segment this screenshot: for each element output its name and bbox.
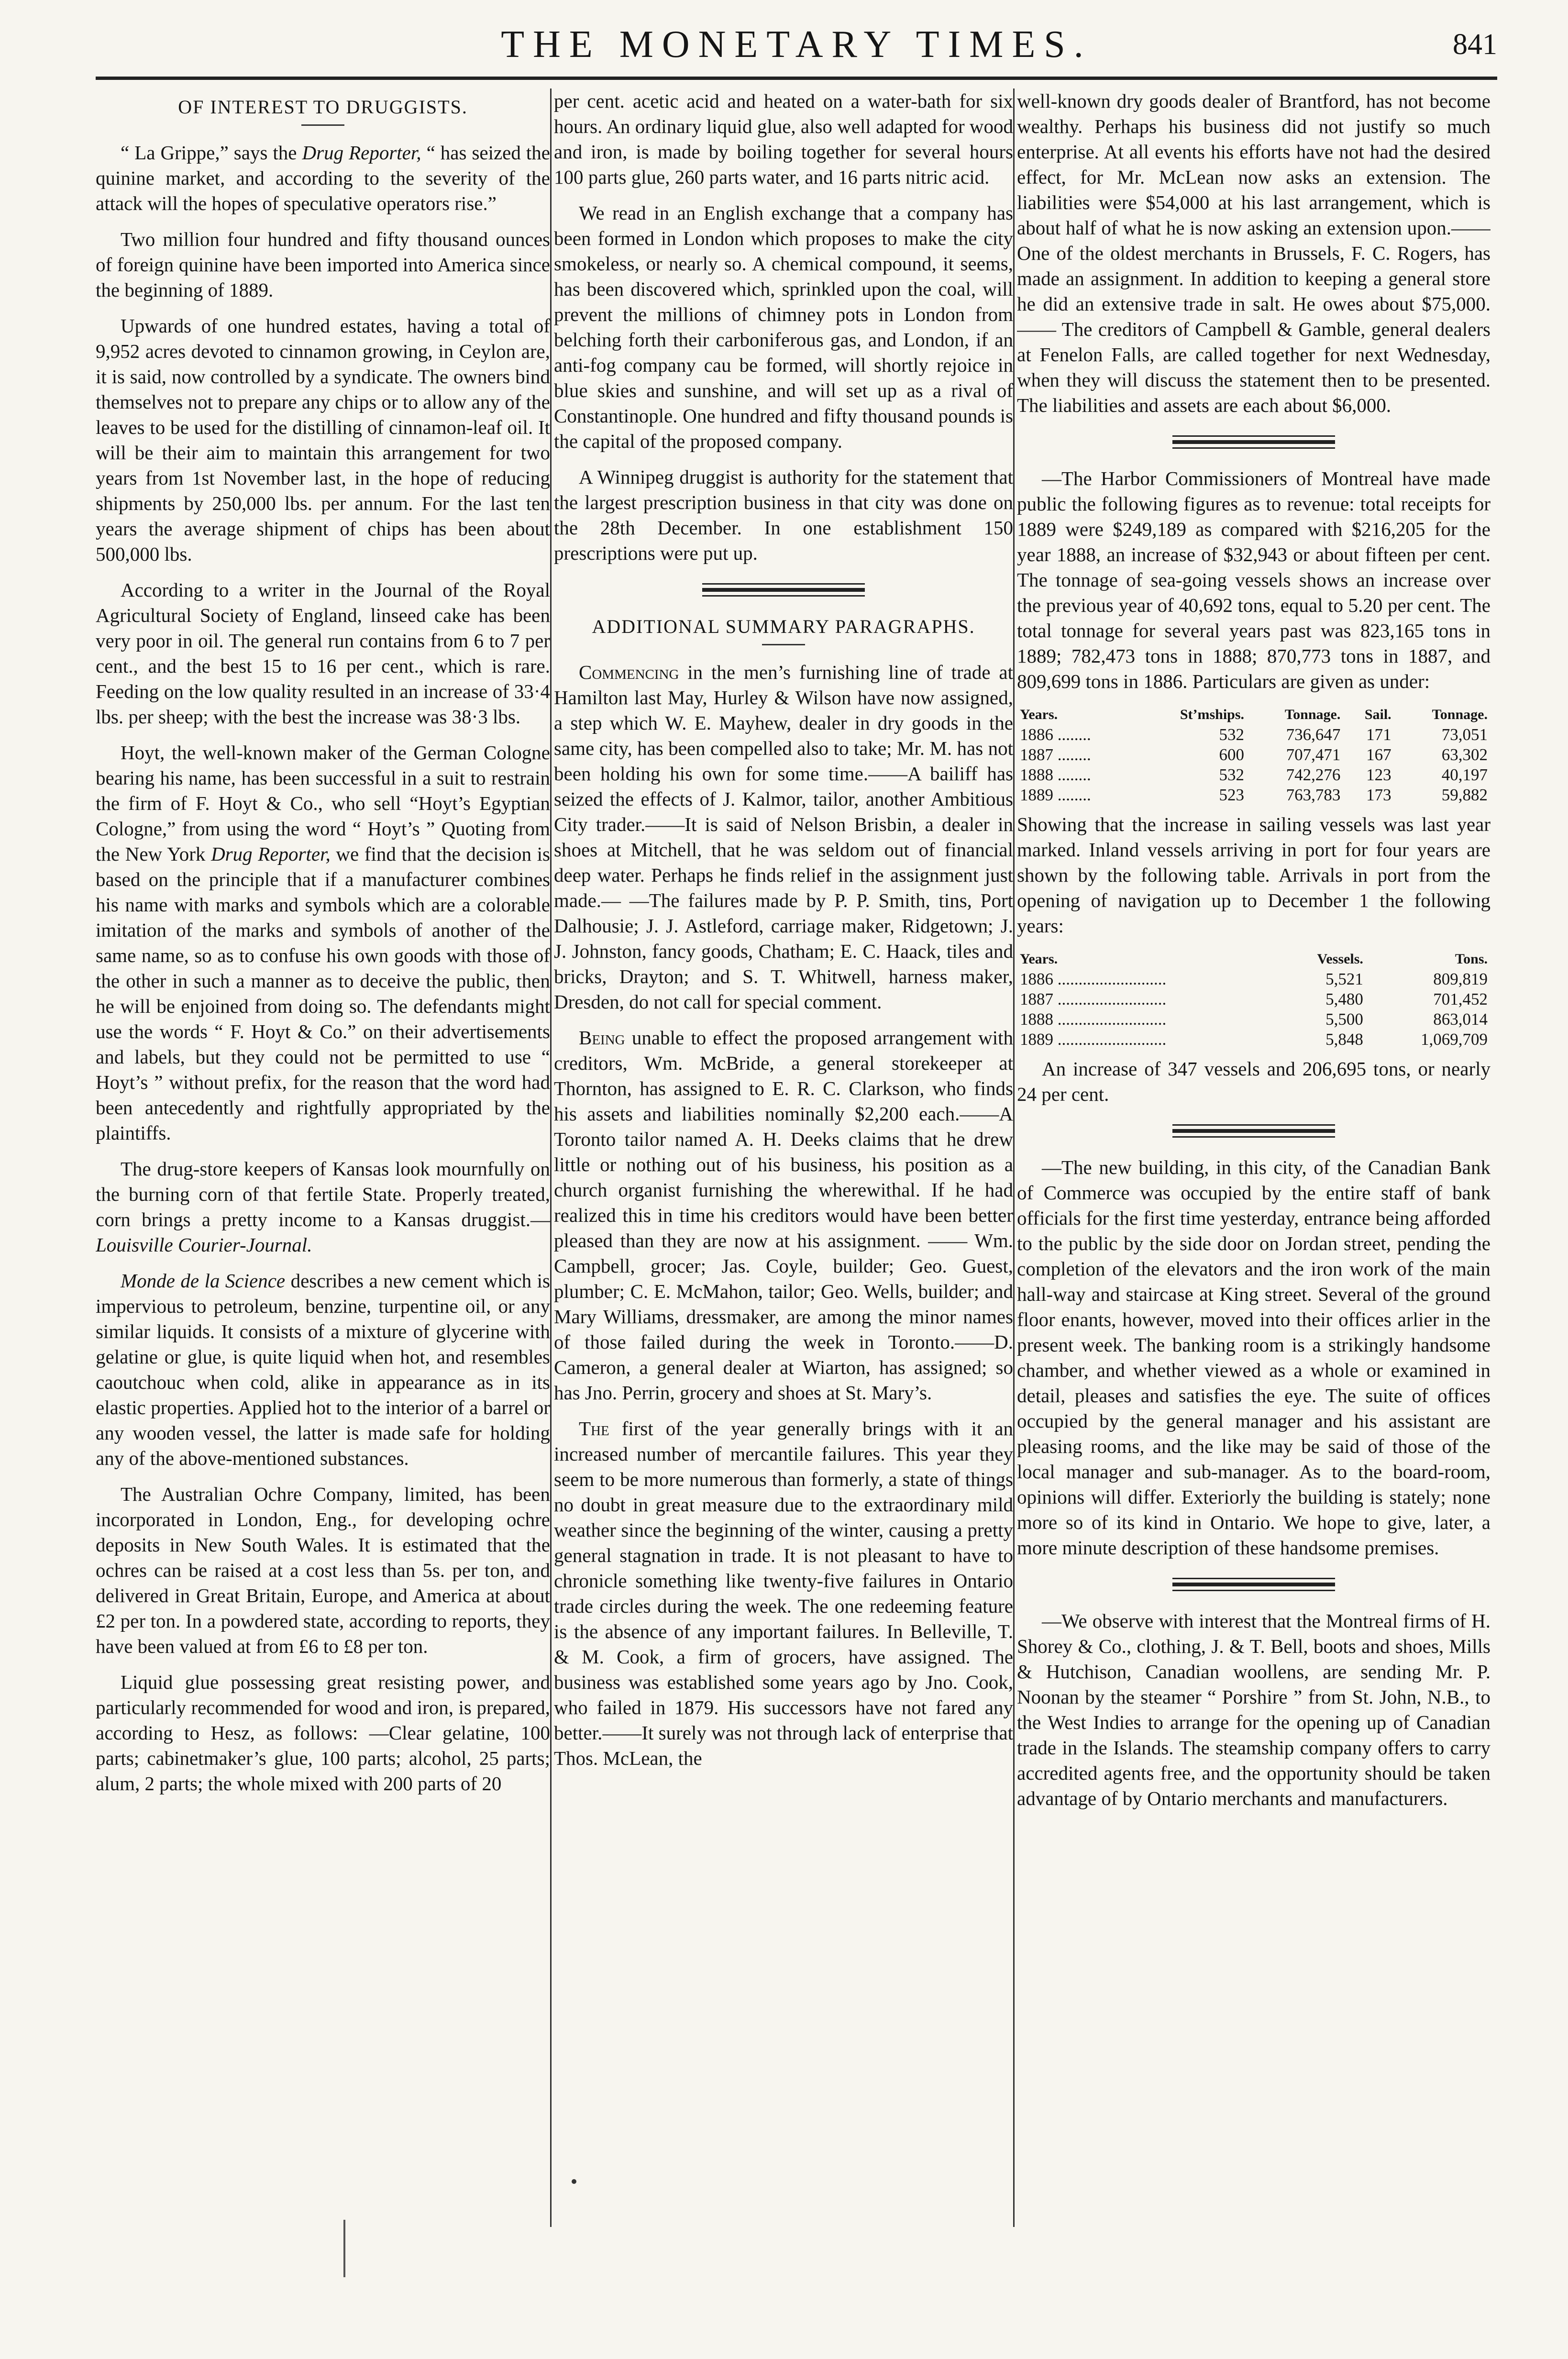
section-separator [1172, 435, 1335, 449]
italic-run: Drug Reporter, [302, 142, 421, 164]
section-separator [702, 583, 865, 597]
table-cell: 5,500 [1325, 1010, 1363, 1029]
table-cell: 707,471 [1286, 745, 1341, 764]
text-run: first of the year generally brings with it an increased number of mercantile failures. This year they seem to be more numerous than formerly, a state of things no doubt in great measure due to the extraordinary mild weather since the beginning of the winter, causing a pretty general stagnation in trade. It is not pleasant to have to chronicle something like twenty-five failures in Ontario trade circles during the week. The one redeeming feature is the absence of any important failures. In Belleville, T. & M. Cook, a firm of grocers, have assigned. The business was established some years ago by Jno. Cook, who failed in 1879. His successors have not fared any better.——It surely was not through lack of enterprise that Thos. McLean, the [554, 1418, 1013, 1769]
table-row [1017, 1030, 1491, 1050]
table-cell: 5,480 [1325, 990, 1363, 1008]
text-run: unable to effect the proposed arrangement with creditors, Wm. McBride, a general storekeeper at Thornton, has assigned to E. R. C. Clarkson, who finds his assets and liabilities nominally $2,200 each.——A Toronto tailor named A. H. Deeks claims that he drew little or nothing out of his business, his position as a church organist furnishing the wherewithal. If he had realized this in time his creditors would have been better pleased than they are now at his assignment. —— Wm. Campbell, grocer; Jas. Coyle, builder; Geo. Guest, plumber; C. E. McMahon, tailor; Geo. Wells, builder; and Mary Williams, dressmaker, are among the minor names of those failed during the week in Toronto.——D. Cameron, a general dealer at Wiarton, has assigned; so has Jno. Perrin, grocery and shoes at St. Mary’s. [554, 1027, 1013, 1404]
small-caps-run: Being [579, 1027, 625, 1049]
table-cell: 1889 .......................... [1020, 1030, 1167, 1049]
print-mark [343, 2220, 345, 2277]
text-run: “ has seized the quinine market, and according to the severity of the attack will the hopes of speculative operators rise.” [96, 142, 550, 214]
table-cell: 1889 ........ [1020, 786, 1091, 804]
table-body [1017, 969, 1491, 1050]
italic-run: Louisville Courier-Journal. [96, 1234, 312, 1256]
page-header [96, 13, 1497, 71]
table-cell: 1886 .......................... [1020, 970, 1167, 988]
text-run: “ La Grippe,” says the [121, 142, 302, 164]
inland-vessels-table [1017, 949, 1491, 1050]
table-cell: 763,783 [1286, 786, 1341, 804]
paragraph [554, 1416, 1013, 1771]
section-heading: ADDITIONAL SUMMARY PARAGRAPHS. [592, 616, 975, 637]
table-row [1017, 969, 1491, 989]
text-run: in the men’s furnishing line of trade at Hamilton last May, Hurley & Wilson have now assigned, a step which W. E. Mayhew, dealer in dry goods in the same city, has been compelled also to take; Mr. M. has not been holding his own for some time.——A bailiff has seized the effects of J. Kalmor, tailor, another Ambitious City trader.——It is said of Nelson Brisbin, a dealer in shoes at Mitchell, that he was seldom out of financial deep water. Perhaps he finds relief in the assignment just made.— —The failures made by P. P. Smith, tins, Port Dalhousie; J. J. Astleford, carriage maker, Ridgetown; J. J. Johnston, fancy goods, Chatham; E. C. Haack, tiles and bricks, Drayton; and S. T. Whitwell, harness maker, Dresden, do not call for special comment. [554, 661, 1013, 1013]
paragraph: Liquid glue possessing great resisting power, and particularly recommended for wood and iron, is prepared, according to Hesz, as follows: —Clear gelatine, 100 parts; cabinetmaker’s glue, 100 parts; alcohol, 25 parts; alum, 2 parts; the whole mixed with 200 parts of 20 [96, 1671, 550, 1794]
paragraph: —The new building, in this city, of the Canadian Bank of Commerce was occupied by the entire staff of bank officials for the first time yesterday, entrance being afforded to the public by the side door on Jordan street, pending the completion of the elevators and the iron work of the main hall-way and staircase at King street. Several of the ground floor enants, however, moved into their offices arlier in the present week. The banking room is a strikingly handsome chamber, and whether viewed as a whole or examined in detail, pleases and satisfies the eye. The suite of offices occupied by the general manager and his assistant are pleasing rooms, and the like may be said of those of the local manager and sub-manager. As to the board-room, opinions will differ. Exteriorly the building is stately; none more so of its kind in Ontario. We hope to give, later, a more minute description of these handsome premises. [1017, 1156, 1491, 1559]
table-cell: 532 [1219, 765, 1245, 784]
paragraph [96, 1156, 550, 1258]
column-divider [550, 89, 552, 2227]
table-header-row [1017, 705, 1491, 725]
paragraph: per cent. acetic acid and heated on a water-bath for six hours. An ordinary liquid glue, also well adapted for wood and iron, is made by boiling together for several hours 100 parts glue, 260 parts water, and 16 parts nitric acid. [554, 90, 1013, 188]
table-cell: 40,197 [1441, 765, 1488, 784]
column-divider [1013, 89, 1015, 2227]
text-run: describes a new cement which is impervious to petroleum, benzine, turpentine oil, or any similar liquids. It consists of a mixture of glycerine with gelatine or glue, is quite liquid when hot, and resembles caoutchouc when cold, alike in appearance as in its elastic properties. Applied hot to the interior of a barrel or any wooden vessel, the latter is made safe for holding any of the above-mentioned substances. [96, 1270, 550, 1469]
table-cell: 1,069,709 [1421, 1030, 1488, 1049]
table-cell: 1888 .......................... [1020, 1010, 1167, 1029]
table-cell: 1886 ........ [1020, 725, 1091, 744]
column-header: Tons. [1455, 951, 1488, 967]
text-run: Hoyt, the well-known maker of the German Cologne bearing his name, has been successful in a suit to restrain the firm of F. Hoyt & Co., who sell “Hoyt’s Egyptian Cologne,” from using the word “ Hoyt’s ” Quoting from the New York [96, 742, 550, 865]
heading-rule [301, 124, 344, 126]
paragraph: A Winnipeg druggist is authority for the statement that the largest prescription business in that city was done on the 28th December. In one establishment 150 prescriptions were put up. [554, 466, 1013, 564]
table-header-row [1017, 949, 1491, 969]
column-header: Tonnage. [1284, 707, 1341, 722]
column-header: St’mships. [1180, 707, 1245, 722]
table-cell: 173 [1366, 786, 1391, 804]
table-cell: 742,276 [1286, 765, 1341, 784]
small-caps-run: The [579, 1418, 609, 1440]
column-header: Years. [1020, 951, 1058, 967]
table-row [1017, 725, 1491, 745]
table-cell: 1888 ........ [1020, 765, 1091, 784]
page-number: 841 [1453, 28, 1497, 61]
table-row [1017, 765, 1491, 785]
table-cell: 1887 ........ [1020, 745, 1091, 764]
table-cell: 63,302 [1441, 745, 1488, 764]
column-2 [554, 89, 1013, 2227]
table-cell: 701,452 [1433, 990, 1488, 1008]
column-header: Tonnage. [1432, 707, 1488, 722]
paragraph [554, 660, 1013, 1015]
paragraph [96, 740, 550, 1146]
column-header: Years. [1020, 707, 1058, 722]
paragraph [96, 140, 550, 216]
small-caps-run: Commencing [579, 661, 679, 683]
table-cell: 123 [1366, 765, 1391, 784]
table-cell: 736,647 [1286, 725, 1341, 744]
column-1 [96, 89, 550, 2227]
text-run: The drug-store keepers of Kansas look mournfully on the burning corn of that fertile State. Properly treated, corn brings a pretty income to a Kansas druggist.— [96, 1158, 550, 1230]
text-run: we find that the decision is based on the principle that if a manufacturer combines his name with marks and symbols which are a colorable imitation of the marks and symbols of another of the same name, so as to confuse his own goods with those of the other in such a manner as to deceive the public, then he will be enjoined from doing so. The defendants might use the words “ F. Hoyt & Co.” on their advertisements and labels, but they could not be permitted to use “ Hoyt’s ” without prefix, for the reason that the word had been antecedently and rightfully appropriated by the plaintiffs. [96, 843, 550, 1144]
table-cell: 5,521 [1325, 970, 1363, 988]
table-cell: 5,848 [1325, 1030, 1363, 1049]
table-row [1017, 785, 1491, 805]
masthead-title: THE MONETARY TIMES. [501, 23, 1092, 66]
table-cell: 523 [1219, 786, 1245, 804]
table-row [1017, 989, 1491, 1009]
paragraph: Upwards of one hundred estates, having a total of 9,952 acres devoted to cinnamon growing, in Ceylon are, it is said, now controlled by a syndicate. The owners bind themselves not to prepare any chips or to allow any of the leaves to be used for the distilling of cinnamon-leaf oil. It will be their aim to maintain this arrangement for two years from 1st November last, in the hope of reducing shipments by 250,000 lbs. per annum. For the last ten years the average shipment of chips has been about 500,000 lbs. [96, 315, 550, 565]
print-speck [572, 2179, 576, 2184]
paragraph: We read in an English exchange that a company has been formed in London which proposes to make the city smokeless, or nearly so. A chemical compound, it seems, has been discovered which, sprinkled upon the coal, will prevent the millions of chimney pots in London from belching forth their carboniferous gas, and London, if an anti-fog company cau be formed, will shortly rejoice in blue skies and sunshine, and will set up as a rival of Constantinople. One hundred and fifty thousand pounds is the capital of the proposed company. [554, 202, 1013, 452]
shipping-tonnage-table [1017, 705, 1491, 805]
table-cell: 59,882 [1441, 786, 1488, 804]
section-separator [1172, 1578, 1335, 1591]
paragraph: Two million four hundred and fifty thousand ounces of foreign quinine have been imported into America since the beginning of 1889. [96, 228, 550, 301]
table-cell: 171 [1366, 725, 1391, 744]
paragraph: An increase of 347 vessels and 206,695 tons, or nearly 24 per cent. [1017, 1058, 1491, 1105]
paragraph: well-known dry goods dealer of Brantford, has not become wealthy. Perhaps his business did not justify so much enterprise. At all events his efforts have not had the desired effect, for Mr. McLean now asks an extension. The liabilities were $54,000 at his last arrangement, which is about half of what he is now asking an extension upon.——One of the oldest merchants in Brussels, F. C. Rogers, has made an assignment. In addition to keeping a general store he did an extensive trade in salt. He owes about $75,000.—— The creditors of Campbell & Gamble, general dealers at Fenelon Falls, are called together for next Wednesday, when they will discuss the statement then to be presented. The liabilities and assets are each about $6,000. [1017, 90, 1491, 416]
column-header: Vessels. [1317, 951, 1363, 967]
table-cell: 73,051 [1441, 725, 1488, 744]
section-separator [1172, 1124, 1335, 1138]
italic-run: Drug Reporter, [211, 843, 331, 865]
table-cell: 167 [1366, 745, 1391, 764]
table-cell: 809,819 [1433, 970, 1488, 988]
column-3 [1017, 89, 1491, 2227]
table-row [1017, 745, 1491, 765]
italic-run: Monde de la Science [121, 1270, 286, 1292]
paragraph: —The Harbor Commissioners of Montreal have made public the following figures as to revenue: total receipts for 1889 were $249,189 as compared with $216,205 for the year 1888, an increase of $32,943 or about fifteen per cent. The tonnage of sea-going vessels shows an increase over the previous year of 40,692 tons, equal to 5.20 per cent. The total tonnage for several years past was 823,165 tons in 1889; 782,473 tons in 1888; 870,773 tons in 1887, and 809,699 tons in 1886. Particulars are given as under: [1017, 467, 1491, 692]
section-heading: OF INTEREST TO DRUGGISTS. [178, 96, 468, 118]
paragraph [554, 1025, 1013, 1406]
heading-rule [762, 644, 805, 645]
table-cell: 1887 .......................... [1020, 990, 1167, 1008]
table-row [1017, 1009, 1491, 1030]
table-cell: 863,014 [1433, 1010, 1488, 1029]
table-body [1017, 725, 1491, 805]
paragraph: Showing that the increase in sailing vessels was last year marked. Inland vessels arriving in port for four years are shown by the following table. Arrivals in port from the opening of navigation up to December 1 the following years: [1017, 813, 1491, 937]
paragraph: —We observe with interest that the Montreal firms of H. Shorey & Co., clothing, J. & T. Bell, boots and shoes, Mills & Hutchison, Canadian woollens, are sending Mr. P. Noonan by the steamer “ Porshire ” from St. John, N.B., to the West Indies to arrange for the opening up of Canadian trade in the Islands. The steamship company offers to carry accredited agents free, and the opportunity should be taken advantage of by Ontario merchants and manufacturers. [1017, 1610, 1491, 1809]
header-rule [96, 77, 1497, 80]
column-header: Sail. [1364, 707, 1391, 722]
paragraph [96, 1268, 550, 1471]
paragraph: The Australian Ochre Company, limited, has been incorporated in London, Eng., for developing ochre deposits in New South Wales. It is estimated that the ochres can be raised at a cost less than 5s. per ton, and delivered in Great Britain, Europe, and America at about £2 per ton. In a powdered state, according to reports, they have been valued at from £6 to £8 per ton. [96, 1483, 550, 1657]
paragraph: According to a writer in the Journal of the Royal Agricultural Society of England, linseed cake has been very poor in oil. The general run contains from 6 to 7 per cent., and the best 15 to 16 per cent., which is rare. Feeding on the low quality resulted in an increase of 33·4 lbs. per sheep; with the best the increase was 38·3 lbs. [96, 579, 550, 728]
table-cell: 532 [1219, 725, 1245, 744]
table-cell: 600 [1219, 745, 1245, 764]
